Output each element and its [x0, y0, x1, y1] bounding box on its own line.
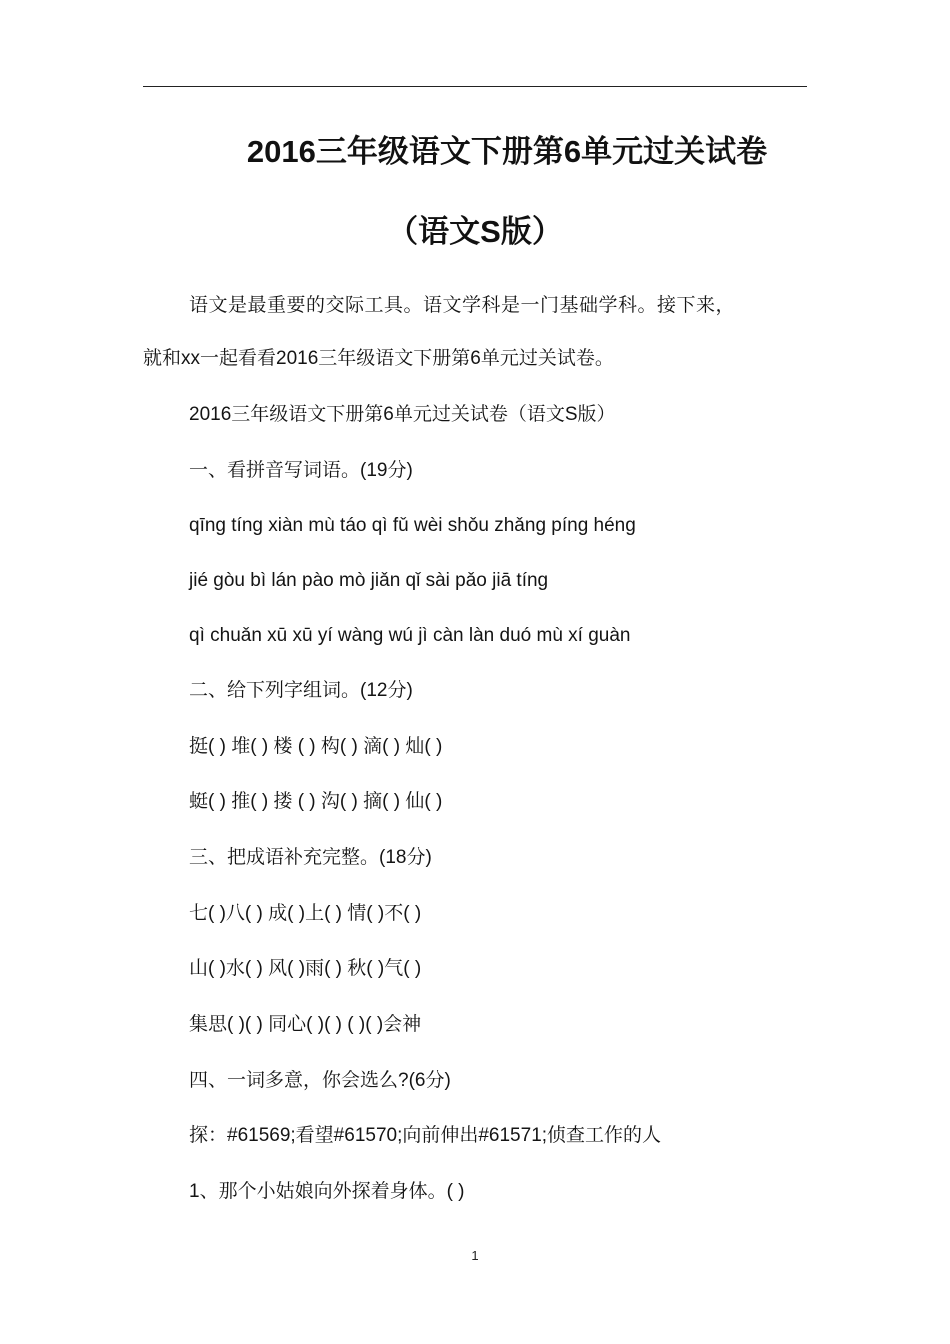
meaning-options-line: 探：#61569;看望#61570;向前伸出#61571;侦查工作的人 — [189, 1125, 662, 1146]
pinyin-row-3: qì chuǎn xū xū yí wàng wú jì càn làn duó mù xí guàn — [189, 625, 631, 646]
intro-paragraph-line-1: 语文是最重要的交际工具。语文学科是一门基础学科。接下来， — [189, 295, 736, 316]
idiom-row-3: 集思( )( ) 同心( )( ) ( )( )会神 — [189, 1014, 422, 1035]
question-4-heading: 四、一词多意，你会选么?(6分) — [189, 1070, 451, 1091]
question-2-heading: 二、给下列字组词。(12分) — [189, 680, 413, 701]
document-subtitle: （语文S版） — [387, 214, 563, 249]
question-4-item-1: 1、那个小姑娘向外探着身体。( ) — [189, 1181, 465, 1202]
pinyin-row-2: jié gòu bì lán pào mò jiǎn qǐ sài pǎo jiā tíng — [189, 570, 549, 591]
page-number: 1 — [471, 1248, 479, 1263]
section-heading-repeat-title: 2016三年级语文下册第6单元过关试卷（语文S版） — [189, 404, 616, 425]
header-rule — [143, 86, 807, 87]
intro-paragraph-line-2: 就和xx一起看看2016三年级语文下册第6单元过关试卷。 — [143, 348, 614, 369]
idiom-row-1: 七( )八( ) 成( )上( ) 情( )不( ) — [189, 903, 422, 924]
question-3-heading: 三、把成语补充完整。(18分) — [189, 847, 432, 868]
document-title: 2016三年级语文下册第6单元过关试卷 — [246, 134, 768, 169]
pinyin-row-1: qīng tíng xiàn mù táo qì fǔ wèi shǒu zhǎng píng héng — [189, 515, 636, 536]
word-group-row-1: 挺( ) 堆( ) 楼 ( ) 构( ) 滴( ) 灿( ) — [189, 736, 443, 757]
question-1-heading: 一、看拼音写词语。(19分) — [189, 460, 413, 481]
idiom-row-2: 山( )水( ) 风( )雨( ) 秋( )气( ) — [189, 958, 422, 979]
word-group-row-2: 蜓( ) 推( ) 搂 ( ) 沟( ) 摘( ) 仙( ) — [189, 791, 443, 812]
